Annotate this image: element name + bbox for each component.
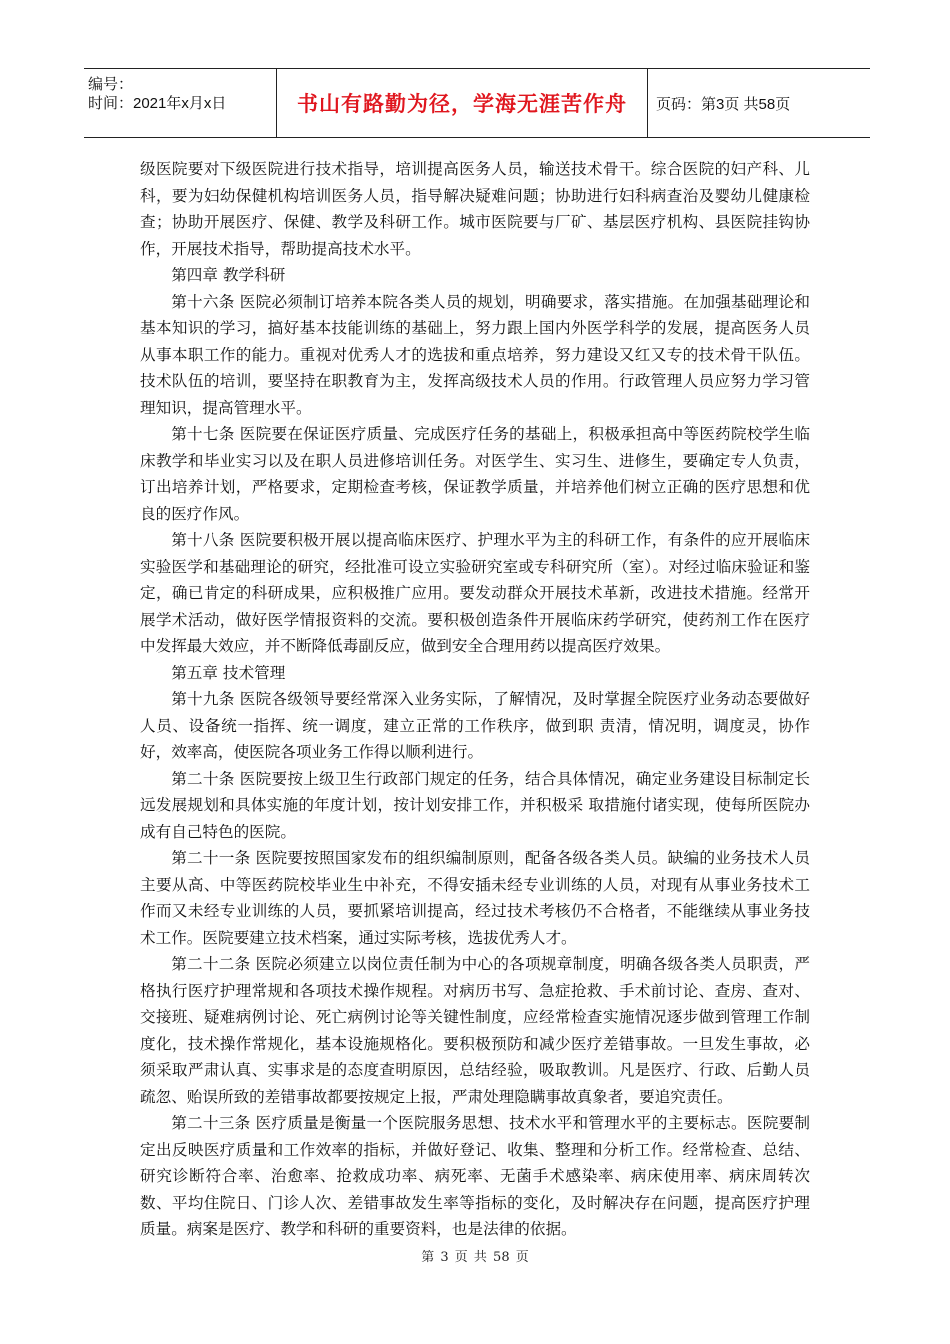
article-21: 第二十一条 医院要按照国家发布的组织编制原则，配备各级各类人员。缺编的业务技术人员主要从高、中等医药院校毕业生中补充，不得安插未经专业训练的人员，对现有从事业务技术工作而又未经专业训练的人员，要抓紧培训提高，经过技术考核仍不合格者，不能继续从事业务技术工作。医院要建立技术档案，通过实际考核，选拔优秀人才。 <box>140 849 810 947</box>
document-date: 时间：2021年x月x日 <box>88 95 227 112</box>
document-body <box>140 156 810 1243</box>
page-header <box>84 68 870 138</box>
article-16: 第十六条 医院必须制订培养本院各类人员的规划，明确要求，落实措施。在加强基础理论和基本知识的学习，搞好基本技能训练的基础上，努力跟上国内外医学科学的发展，提高医务人员从事本职工作的能力。重视对优秀人才的选拔和重点培养，努力建设又红又专的技术骨干队伍。技术队伍的培训，要坚持在职教育为主，发挥高级技术人员的作用。行政管理人员应努力学习管理知识，提高管理水平。 <box>140 292 810 417</box>
chapter-heading-5: 第五章 技术管理 <box>171 663 286 682</box>
document-number: 编号： <box>88 76 134 93</box>
paragraph-continued: 级医院要对下级医院进行技术指导，培训提高医务人员，输送技术骨干。综合医院的妇产科、儿科，要为妇幼保健机构培训医务人员，指导解决疑难问题；协助进行妇科病查治及婴幼儿健康检查；协助开展医疗、保健、教学及科研工作。城市医院要与厂矿、基层医疗机构、县医院挂钩协作，开展技术指导，帮助提高技术水平。 <box>140 160 810 258</box>
page-footer: 第 3 页 共 58 页 <box>421 1250 529 1265</box>
article-19: 第十九条 医院各级领导要经常深入业务实际，了解情况，及时掌握全院医疗业务动态要做好人员、设备统一指挥、统一调度，建立正常的工作秩序，做到职 责清，情况明，调度灵，协作好，效率高，使医院各项业务工作得以顺利进行。 <box>140 690 810 761</box>
header-page-number: 页码：第3页 共58页 <box>656 95 791 113</box>
article-17: 第十七条 医院要在保证医疗质量、完成医疗任务的基础上，积极承担高中等医药院校学生临床教学和毕业实习以及在职人员进修培训任务。对医学生、实习生、进修生，要确定专人负责，订出培养计划，严格要求，定期检查考核，保证教学质量，并培养他们树立正确的医疗思想和优良的医疗作风。 <box>140 425 810 523</box>
header-motto: 书山有路勤为径，学海无涯苦作舟 <box>276 69 648 137</box>
article-20: 第二十条 医院要按上级卫生行政部门规定的任务，结合具体情况，确定业务建设目标制定长远发展规划和具体实施的年度计划，按计划安排工作，并积极采 取措施付诸实现，使每所医院办成有自己特色的医院。 <box>140 769 810 841</box>
chapter-heading-4: 第四章 教学科研 <box>171 266 286 284</box>
article-18: 第十八条 医院要积极开展以提高临床医疗、护理水平为主的科研工作，有条件的应开展临床实验医学和基础理论的研究，经批准可设立实验研究室或专科研究所（室）。对经过临床验证和鉴定，确已肯定的科研成果，应积极推广应用。要发动群众开展技术革新，改进技术措施。经常开展学术活动，做好医学情报资料的交流。要积极创造条件开展临床药学研究，使药剂工作在医疗中发挥最大效应，并不断降低毒副反应，做到安全合理用药以提高医疗效果。 <box>140 531 810 655</box>
article-22: 第二十二条 医院必须建立以岗位责任制为中心的各项规章制度，明确各级各类人员职责，严格执行医疗护理常规和各项技术操作规程。对病历书写、急症抢救、手术前讨论、查房、查对、交接班、疑难病例讨论、死亡病例讨论等关键性制度，应经常检查实施情况逐步做到管理工作制度化，技术操作常规化，基本设施规格化。要积极预防和减少医疗差错事故。一旦发生事故，必须采取严肃认真、实事求是的态度查明原因，总结经验，吸取教训。凡是医疗、行政、后勤人员疏忽、贻误所致的差错事故都要按规定上报，严肃处理隐瞒事故真象者，要追究责任。 <box>140 955 810 1106</box>
header-meta <box>84 69 276 137</box>
article-23: 第二十三条 医疗质量是衡量一个医院服务思想、技术水平和管理水平的主要标志。医院要制定出反映医疗质量和工作效率的指标，并做好登记、收集、整理和分析工作。经常检查、总结、研究诊断符合率、治愈率、抢救成功率、病死率、无菌手术感染率、病床使用率、病床周转次数、平均住院日、门诊人次、差错事故发生率等指标的变化，及时解决存在问题，提高医疗护理质量。病案是医疗、教学和科研的重要资料，也是法律的依据。 <box>140 1114 810 1238</box>
